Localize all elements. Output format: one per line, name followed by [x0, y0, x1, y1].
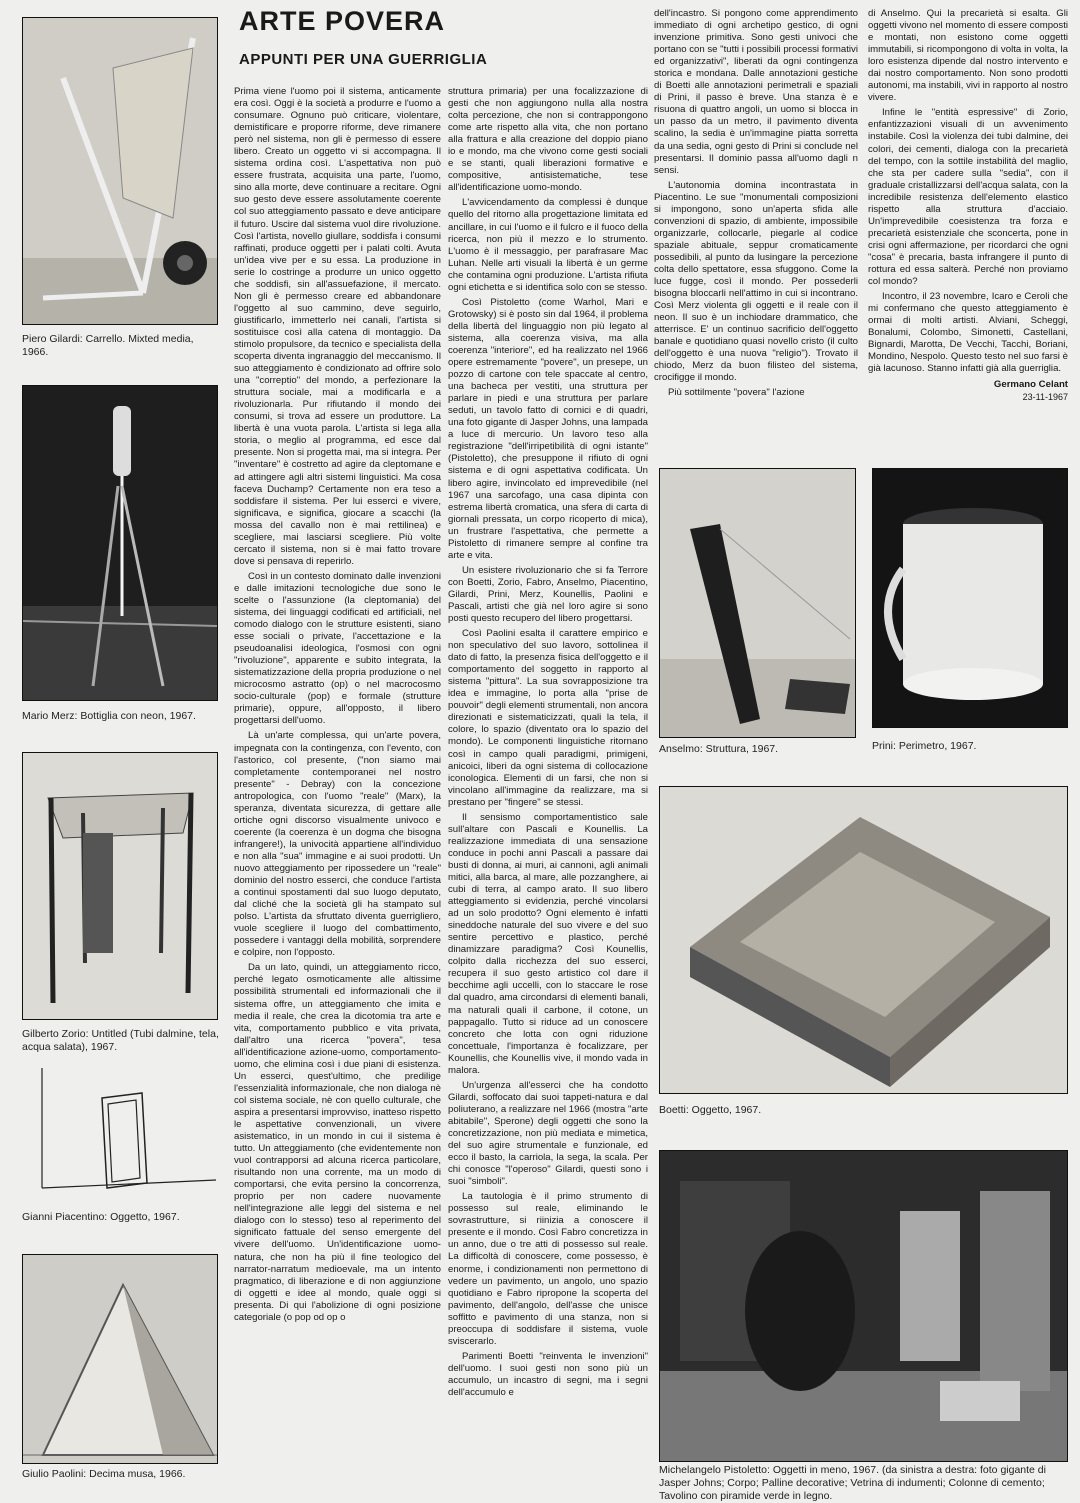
col4-paragraph-3: Incontro, il 23 novembre, Icaro e Ceroli che mi confermano che questo atteggiamento è ormai di molti artisti. Alviani, Scheggi, Bonalumi, Colombo, Simonetti, Castellani, Bignardi, Marotta, De Vecchi, Tacchi, Boriani, Mondino, Nespolo. Questo testo nel suo farsi è già lacunoso. Stanno infatti già alla guerriglia. [868, 291, 1068, 375]
col3-paragraph-2: L'autonomia domina incontrastata in Piacentino. Le sue "monumentali composizioni si impongono, sono un'aperta sfida alle convenzioni di spazio, di ambiente, impossibile organizzarle, collocarle, piegarle al codice spaziale abituale, seppur cromaticamente possedibili, al punto da lusingare la percezione colta dello spettatore, essa sfuggono. Come la luce fugge, così il mondo. Per possederli bisogna bloccarli nell'attimo in cui si incontrano. Così Merz violenta gli oggetti e il reale con il neon. Il suo è un inchiodare drammatico, che atterrisce. E' un continuo sacrificio dell'oggetto banale e quotidiano quasi novello cristo (il culto dell'oggetto è una nuova "religio"). Trovato il chiodo, Merz da buon filisteo del sistema, crocifigge il mondo. [654, 179, 858, 384]
photo-zorio-untitled [22, 752, 218, 1020]
caption-paolini: Giulio Paolini: Decima musa, 1966. [22, 1468, 186, 1480]
text-column-2 [448, 86, 648, 1478]
col2-paragraph-4: Un esistere rivoluzionario che si fa Terrore con Boetti, Zorio, Fabro, Anselmo, Piacentino, Gilardi, Prini, Merz, Kounellis, Paolini e Pascali, artisti che già nel loro agire si sono posti questo recupero del libero progettarsi. [448, 564, 648, 625]
text-column-1 [234, 86, 441, 1478]
col2-paragraph-3: Così Pistoletto (come Warhol, Mari e Grotowsky) si è posto sin dal 1964, il problema della libertà del linguaggio non più legato al sistema, alla coerenza visiva, ma alla coerenza "interiore", ed ha realizzato nel 1966 opere estremamente "povere", un presepe, un pozzo di cartone con tele spaccate al centro, una bacheca per vestiti, una struttura per parlare in piedi e una struttura per parlare seduti, un tavolo fatto di cornici e di quadri, una foto gigante di Jasper Johns, una lampada a luce di mercurio. Un lavoro teso alla registrazione "dell'irripetibilità di ogni istante" (Pistoletto), che presuppone il rifiuto di ogni sistema e di ogni aspettativa codificata. Un libero agire, invincolato ed imprevedibile (nel 1967 una sarcofago, una casa dipinta con estrema libertà cromatica, una sfera di carta di giornali pressata, un corpo ricoperto di mica), un frustrare l'aspettativa, che permette a Pistoletto di rimanere sempre al confine tra arte e vita. [448, 296, 648, 561]
drawing-piacentino-oggetto [22, 1068, 216, 1198]
caption-gilardi: Piero Gilardi: Carrello. Mixted media, 1966. [22, 333, 194, 358]
col1-paragraph-1: Prima viene l'uomo poi il sistema, anticamente era così. Oggi è la società a produrre e l'uomo a consumare. Ognuno può criticare, violentare, demistificare e proporre riforme, deve rimanere però nel sistema, non gli è permesso di essere libero. Creato un oggetto vi si accompagna. Il sistema ordina così. L'aspettativa non può essere frustrata, acquisita una parte, l'uomo, sino alla morte, deve continuare a recitare. Ogni suo gesto deve essere assolutamente coerente col suo atteggiamento passato e deve anticipare il futuro. Uscire dal sistema vuol dire rivoluzione. Così l'artista, novello giullare, soddisfa i consumi raffinati, produce oggetti per i palati colti. Avuta un'idea vive per e su essa. La produzione in serie lo costringe a produrre un unico oggetto che soddisfi, sin all'assuefazione, il mercato. Non gli è permesso creare ed abbandonare l'oggetto al suo cammino, deve seguirlo, giustificarlo, immetterlo nei canali, l'artista si sostituisce così alla catena di montaggio. Da stimolo propulsore, da tecnico e specialista della scoperta diventa ingranaggio del meccanismo. Il suo atteggiamento è condizionato ad offrire solo una "correptio" del mondo, a perfezionare la struttura sociale, mai a modificarla e a rivoluzionarla. Pur rifiutando il mondo dei consumi, si trova ad essere un produttore. La libertà è una vuota parola. L'artista si lega alla storia, o meglio al programma, ed esce dal presente. Non si progetta mai, ma si integra. Per "inventare" è costretto ad agire da cleptomane e ad attingere agli altri sistemi linguistici. Ma cosa faceva Duchamp? Certamente non era teso a soddisfare il sistema. Per lui esserci e vivere, significava, e significa, giocare a scacchi (la mossa del cavallo non è mai rettilinea) e scegliere, mai lasciarsi scegliere. Più volte cercato il sistema, non si è mai fatto trovare dove si pensava di reperirlo. [234, 86, 441, 567]
text-column-3 [654, 8, 858, 440]
col2-paragraph-1: struttura primaria) per una focalizzazione di gesti che non aggiungono nulla alla nostra colta percezione, che non si contrappongono come arte rispetto alla vita, che non portano alla frattura e alla creazione del doppio piano io e mondo, ma che vivono come gesti sociali e se stanti, quali liberazioni formative e compositive, antisistematiche, tese all'identificazione uomo-mondo. [448, 86, 648, 194]
article-header [239, 6, 649, 68]
photo-boetti-oggetto [659, 786, 1068, 1094]
author-signature: Germano Celant [993, 379, 1068, 391]
col4-paragraph-2: Infine le "entità espressive" di Zorio, enfantizzazioni visuali di un avvenimento instabile. Così la violenza dei tubi dalmine, dei colori, dei cementi, dialoga con la precarietà del tempo, con la sottile instabilità del maglio, che sta per cadere sulla "sedia", con il graduale cristallizzarsi dell'acqua salata, con la incredibile resistenza dell'elemento elastico rispetto alla struttura d'acciaio. Un'imprevedibile coesistenza tra forza e precarietà esistenziale che sconcerta, pone in crisi ogni affermazione, per ricordarci che ogni "cosa" è precaria, basta infrangere il punto di rottura ed essa salterà. Perché non proviamo col mondo? [868, 107, 1068, 288]
caption-prini: Prini: Perimetro, 1967. [872, 740, 977, 752]
photo-paolini-decima-musa [22, 1254, 218, 1464]
col1-paragraph-2: Così in un contesto dominato dalle invenzioni e dalle imitazioni tecnologiche due sono le scelte o l'assunzione (la cleptomania) del sistema, dei linguaggi codificati ed artificiali, nel comodo dialogo con le strutture esistenti, siano esse sociali o private, l'accettazione e la pseudoanalisi ideologica, l'osmosi con ogni "rivoluzione", apparente e subito integrata, la sistematizzazione della propria produzione o nel microcosmo astratto (op) o nel macrocosmo socio-culturale (pop) e formale (strutture primarie), oppure, all'opposto, il libero progettarsi dell'uomo. [234, 570, 441, 727]
caption-pistoletto: Michelangelo Pistoletto: Oggetti in meno, 1967. (da sinistra a destra: foto gigante di Jasper Johns; Corpo; Palline decorative; Vetrina di indumenti; Colonne di cemento; Tavolino con piramide verde in legno. [659, 1464, 1046, 1502]
col4-paragraph-1: di Anselmo. Qui la precarietà si esalta. Gli oggetti vivono nel momento di essere composti e montati, non esistono come oggetti immutabili, si ricompongono di volta in volta, la loro esistenza dipende dal nostro intervento e dai nostro comportamento. Non sono prodotti autonomi, ma instabili, vivi in rapporto al nostro vivere. [868, 8, 1068, 104]
caption-piacentino: Gianni Piacentino: Oggetto, 1967. [22, 1211, 180, 1223]
photo-pistoletto-oggetti-in-meno [659, 1150, 1068, 1462]
col2-paragraph-7: Un'urgenza all'esserci che ha condotto Gilardi, soffocato dai suoi tappeti-natura e dal poliuterano, a realizzare nel 1966 (mostra "arte abitabile", Sperone) degli oggetti che sono la concretizzazione, non più mediata e mimetica, del suo agire strumentale e funzionale, ed ecco il basto, la carriola, la sega, la scala. Per chi conosce "l'operoso" Gilardi, questi sono i suoi "simboli". [448, 1079, 648, 1188]
caption-merz: Mario Merz: Bottiglia con neon, 1967. [22, 710, 196, 722]
col2-paragraph-2: L'avvicendamento da complessi è dunque quello del ritorno alla progettazione limitata ed ancillare, in cui l'uomo e il fulcro e il fuoco della ricerca, non più il mezzo e lo strumento. L'uomo è il messaggio, per parafrasare Mac Luhan. Nelle arti visuali la libertà è un germe che contamina ogni produzione. L'artista rifiuta ogni etichetta e si identifica solo con se stesso. [448, 197, 648, 293]
col2-paragraph-8: La tautologia è il primo strumento di possesso sul reale, eliminando le sovrastrutture, si riinizia a conoscere il presente e il mondo. Così Fabro concretizza in un anno, due o tre atti di possesso sul reale. La difficoltà di conoscere, come possesso, è enorme, i condizionamenti non permettono di vedere un pavimento, un angolo, uno spazio quotidiano e Fabro ripropone la scoperta del pavimento, dell'angolo, dell'asse che unisce soffitto e pavimento di una stanza, non si preoccupa di soddisfare il sistema, vuole sviscerarlo. [448, 1191, 648, 1347]
col2-paragraph-6: Il sensismo comportamentistico sale sull'altare con Pascali e Kounellis. La realizzazione immediata di una sensazione conduce in pochi anni Pascali a passare dai busti di donna, ai muri, ai cannoni, agli animali mitici, alla barca, al mare, alle pozzanghere, ai cubi di terra, al campo arato. Il suo libero atteggiamento si evidenzia, perché vincolarsi ad un solo prodotto? Ogni elemento è infatti sineddoche naturale del suo vivere e del suo sentire percettivo e plastico, perché dinamizzare paradigma? Così Kounellis, colpito dalla ricchezza del suo esserci, recupera il suo gesto artistico col dare il becchime agli uccelli, con lo staccare le rose dal quadro, ama circondarsi di elementi banali, ma naturali quali il carbone, il cotone, un pappagallo. Tutto si riduce ad un conoscere concreto che lotta con ogni riduzione concettuale, l'importanza è focalizzare, per Kounellis, che Kounellis vive, il mondo vada in malora. [448, 811, 648, 1076]
col1-paragraph-4: Da un lato, quindi, un atteggiamento ricco, perché legato osmoticamente alle altissime possibilità strumentali ed informazionali che il sistema offre, un atteggiamento che imita e media il reale, che crea la dicotomia tra arte e vita, comportamento pubblico e vita privata, dall'altro una ricerca "povera", tesa all'identificazione azione-uomo, comportamento-uomo, che elimina così i due piani di esistenza. Un esserci, quest'ultimo, che predilige l'essenzialità informazionale, che non dialoga nè col sistema sociale, nè con quello culturale, che aspira a presentarsi improvviso, inatteso rispetto le aspettative convenzionali, un vivere asistematico, in un mondo in cui il sistema è tutto. Un atteggiamento (che evidentemente non vuol contrapporsi ad alcuna ricerca particolare, risultando non una corrente, ma un modo di comportarsi, che evita persino la concorrenza, proprio per non cadere nuovamente nell'integrazione alle leggi del sistema e nel dialogo con lo stesso) teso al reperimento del significato fattuale del senso emergente del vivere dell'uomo. Un'identificazione uomo-natura, che non ha più il fine teologico del narrator-narratum medioevale, ma un intento pragmatico, di liberazione e di non aggiunzione di oggetti e idee al mondo, quale oggi si presenta. Di qui l'abolizione di ogni posizione categoriale (o pop od op o [234, 962, 441, 1323]
caption-zorio: Gilberto Zorio: Untitled (Tubi dalmine, tela, acqua salata), 1967. [22, 1028, 219, 1053]
col3-paragraph-1: dell'incastro. Si pongono come apprendimento immediato di ogni archetipo gestico, di ogni invenzione primitiva. Sono gesti univoci che portano con se "tutti i possibili processi formativi ed organizzativi", liberati da ogni contingenza storica e mondana. Dalle annotazioni gestiche di Boetti alle annotazioni perimetrali e spaziali di Prini, il passo è breve. Una stanza è e risuona di quattro angoli, un uomo si blocca in un passo da un metro, il pavimento diventa scalino, la sedia è un'immagine piatta sorretta da una sedia, ogni gesto di Prini si conclude nel presentarsi. Il dominio passa all'uomo dagli n sensi. [654, 8, 858, 176]
photo-gilardi-carrello [22, 17, 218, 325]
photo-merz-bottiglia [22, 385, 218, 701]
text-column-4 [868, 8, 1068, 440]
col3-paragraph-3: Più sottilmente "povera" l'azione [668, 387, 805, 399]
col1-paragraph-3: Là un'arte complessa, qui un'arte povera, impegnata con la contingenza, con l'evento, con l'astorico, col presente, ("non siamo mai completamente contemporanei nel nostro presente" - Debray) con la concezione antropologica, con l'uomo "reale" (Marx), la speranza, diventata sicurezza, di gettare alle ortiche ogni discorso visualmente univoco e coerente (la coerenza è un dogma che bisogna infrangere!), la univocità appartiene all'individuo e non alla "sua" immagine e ai suoi prodotti. Un nuovo atteggiamento per ripossedere un "reale" dominio del nostro esserci, che conduce l'artista a continui spostamenti dal suo luogo deputato, dal cliché che la società gli ha stampato sul polso. L'artista da sfruttato diventa guerrigliero, vuole scegliere il luogo del combattimento, possedere i vantaggi della mobilità, sorprendere e colpire, non l'opposto. [234, 730, 441, 959]
article-subtitle: APPUNTI PER UNA GUERRIGLIA [239, 51, 488, 68]
article-title: ARTE POVERA [239, 6, 446, 36]
signature-date: 23-11-1967 [1022, 392, 1068, 403]
caption-anselmo: Anselmo: Struttura, 1967. [659, 743, 779, 755]
col2-paragraph-9: Parimenti Boetti "reinventa le invenzioni" dell'uomo. I suoi gesti non sono più un accumulo, un incastro di segni, ma i segni dell'accumulo e [448, 1350, 648, 1398]
col2-paragraph-5: Così Paolini esalta il carattere empirico e non speculativo del suo lavoro, sottolinea il dato di fatto, la presenza fisica dell'oggetto e il comportamento del soggetto in rapporto al sistema "pittura". La sua sovrapposizione tra idea e immagine, lo porta alla "prise de pouvoir" degli elementi strumentali, non ancora direzionati e sistematicizzati, quali la tela, il colore, lo spazio (diventato ora lo spazio del mondo). Le componenti linguistiche ritornano così in campo quali paradigmi, primigeni, anicoici, liberi da ogni sistema di collocazione iconologica. Elementi di un farsi, che non si vincolano all'immagine da realizzare, ma si prestano per "fingere" se stessi. [448, 628, 648, 808]
photo-anselmo-struttura [659, 468, 856, 738]
caption-boetti: Boetti: Oggetto, 1967. [659, 1104, 762, 1116]
photo-prini-perimetro [872, 468, 1068, 728]
